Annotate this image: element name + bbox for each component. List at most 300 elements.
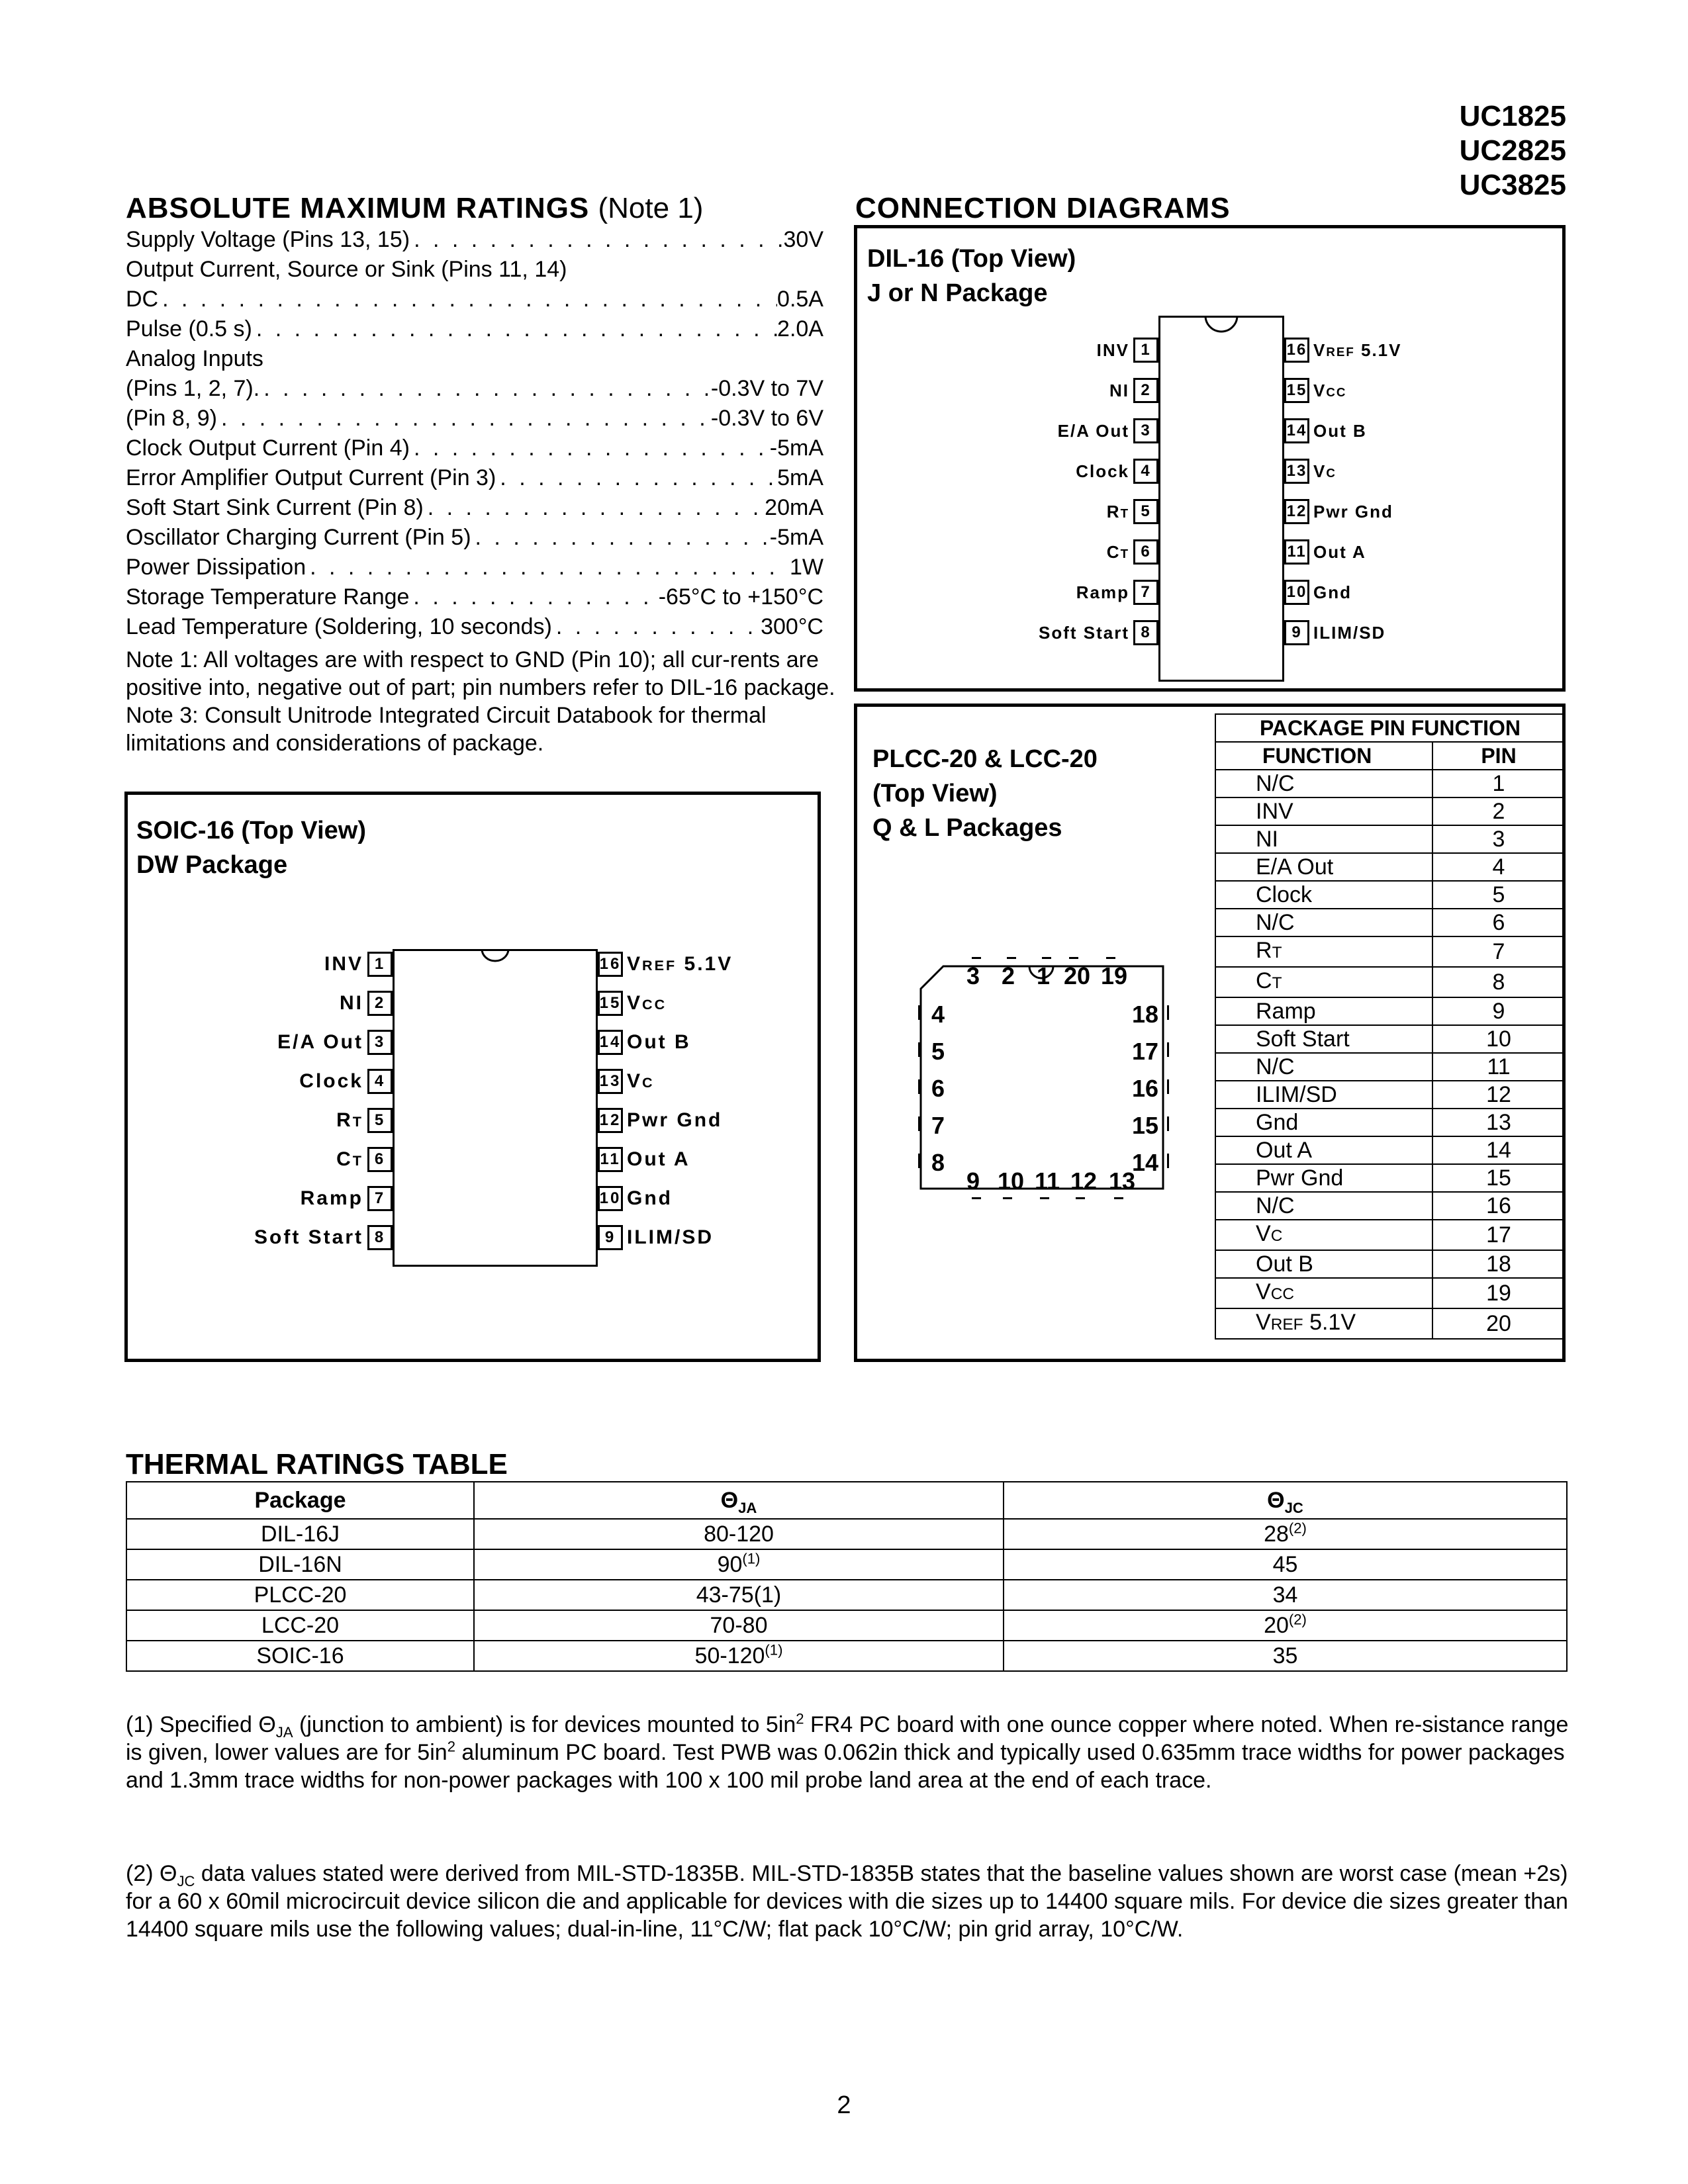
lead-tick — [1007, 957, 1016, 959]
page-number: 2 — [837, 2091, 851, 2119]
soic16-pin-7 — [301, 1186, 393, 1211]
dil16-pin-6 — [1107, 539, 1158, 565]
function-cell: NI — [1215, 825, 1432, 853]
plcc-pin-5: 5 — [931, 1038, 945, 1065]
ratings-title-note: (Note 1) — [598, 192, 704, 224]
soic16-pin-8 — [254, 1225, 393, 1250]
lead-tick — [918, 1042, 920, 1057]
plcc-pin-12: 12 — [1070, 1167, 1098, 1195]
ratings-title: ABSOLUTE MAXIMUM RATINGS — [126, 192, 590, 224]
pin-function-row — [1215, 770, 1565, 797]
rating-label: Output Current, Source or Sink (Pins 11, 14) — [126, 257, 567, 282]
pin-number: 8 — [1133, 620, 1158, 645]
pin-label: RT — [1106, 501, 1129, 522]
pin-function-title: PACKAGE PIN FUNCTION — [1215, 714, 1565, 742]
soic16-package: DW Package — [136, 851, 288, 879]
pin-label: CT — [336, 1148, 363, 1170]
pin-number: 12 — [598, 1108, 623, 1133]
dil16-diagram-box — [854, 225, 1566, 692]
pin-label: Out B — [627, 1031, 691, 1053]
dil16-pin-10 — [1284, 580, 1352, 605]
dil16-title: DIL-16 (Top View) — [867, 245, 1076, 273]
col-pin-header: PIN — [1432, 742, 1565, 770]
pin-number: 2 — [1133, 378, 1158, 403]
pin-number: 3 — [1133, 418, 1158, 443]
lead-tick — [1076, 1197, 1085, 1199]
function-cell: VCC — [1215, 1278, 1432, 1308]
plcc-pin-19: 19 — [1101, 962, 1128, 989]
pin-number: 15 — [1284, 378, 1309, 403]
dil16-pin-4 — [1076, 459, 1158, 484]
rating-row — [126, 225, 823, 255]
rating-value: -0.3V to 6V — [710, 406, 823, 431]
pin-number: 7 — [1133, 580, 1158, 605]
dil16-pin-11 — [1284, 539, 1366, 565]
theta-jc-cell — [1004, 1610, 1567, 1641]
soic16-pin-5 — [336, 1108, 393, 1133]
pin-cell: 10 — [1432, 1025, 1565, 1053]
rating-value: 30V — [783, 227, 823, 252]
pin-number: 4 — [367, 1069, 393, 1094]
pin-number: 9 — [598, 1225, 623, 1250]
leader-dots — [306, 553, 790, 582]
rating-row — [126, 314, 823, 344]
thermal-footnote-1: (1) Specified $\Theta_{JA}$ (junction to ambient) is for devices mounted to $5in^2$ FR4 PC board with one ounce copper where noted. When re-sistance range is given, lower values are for $5in^2$ aluminum PC board. Test PWB was 0.062in thick and typically used 0.635mm trace widths for power packages and 1.3mm trace widths for non-power packages with 100 x 100 mil probe land area at the end of each trace. — [126, 1710, 1569, 1793]
pin-number: 9 — [1284, 620, 1309, 645]
lead-tick — [918, 1116, 920, 1131]
leader-dots — [410, 433, 770, 463]
plcc-pin-20: 20 — [1064, 962, 1091, 989]
soic16-pin-15 — [598, 991, 667, 1016]
pin-label: VCC — [1313, 380, 1347, 400]
rating-row — [126, 344, 823, 374]
note-1: Note 1: All voltages are with respect to GND (Pin 10); all cur-rents are positive into, negative out of part; pin numbers refer to DIL-16 package. — [126, 647, 835, 700]
pin-label: Out A — [627, 1148, 690, 1170]
function-cell: N/C — [1215, 770, 1432, 797]
rating-value: 0.5A — [777, 287, 823, 312]
pin-number: 1 — [367, 952, 393, 977]
pin-number: 14 — [598, 1030, 623, 1055]
thermal-col-package: Package — [126, 1482, 474, 1519]
plcc20-diagram-box — [854, 704, 1566, 1362]
rating-row — [126, 374, 823, 404]
pin-function-row — [1215, 1278, 1565, 1308]
function-cell: Out B — [1215, 1250, 1432, 1278]
rating-row — [126, 612, 823, 642]
pin-function-row — [1215, 1250, 1565, 1278]
part-number: UC2825 — [1459, 134, 1566, 167]
function-cell: VC — [1215, 1220, 1432, 1250]
pin-label: CT — [1106, 541, 1129, 562]
pin-number: 5 — [1133, 499, 1158, 524]
dil16-pin-5 — [1107, 499, 1158, 524]
rating-value: -5mA — [769, 525, 823, 550]
pin-cell: 3 — [1432, 825, 1565, 853]
pin-label: NI — [1109, 380, 1129, 400]
thermal-col-theta-jc: $\Theta_{JC}$ — [1004, 1482, 1567, 1519]
theta-jc-value: 28 — [1264, 1522, 1289, 1547]
dil16-pin-1 — [1097, 338, 1158, 363]
rating-row — [126, 582, 823, 612]
pin-function-row — [1215, 797, 1565, 825]
pin-label: ILIM/SD — [1313, 622, 1386, 643]
pin-function-row — [1215, 1164, 1565, 1192]
lead-tick — [918, 1154, 920, 1168]
soic16-pin-11 — [598, 1147, 690, 1172]
function-cell: E/A Out — [1215, 853, 1432, 881]
pin-function-row — [1215, 1136, 1565, 1164]
pin-label: Soft Start — [254, 1226, 363, 1248]
function-cell: RT — [1215, 936, 1432, 967]
pin-function-row — [1215, 1053, 1565, 1081]
dil16-pin-12 — [1284, 499, 1393, 524]
pin-label: Gnd — [1313, 582, 1352, 602]
pin-cell: 13 — [1432, 1109, 1565, 1136]
theta-ja-value: 43-75(1) — [696, 1582, 782, 1608]
theta-ja-cell — [474, 1549, 1004, 1580]
rating-label: DC — [126, 287, 159, 312]
pin-number: 10 — [1284, 580, 1309, 605]
pin-label: Ramp — [300, 1187, 363, 1209]
rating-value: -5mA — [769, 435, 823, 461]
rating-value: 300°C — [761, 614, 823, 639]
theta-ja-value: 50-120 — [694, 1643, 765, 1668]
thermal-col-theta-ja: $\Theta_{JA}$ — [474, 1482, 1004, 1519]
soic16-pin-6 — [336, 1147, 393, 1172]
rating-value: 20mA — [765, 495, 823, 520]
pin-label: Ramp — [1076, 582, 1129, 602]
theta-jc-value: 20 — [1264, 1613, 1289, 1638]
chip-notch — [475, 949, 515, 970]
pin-cell: 1 — [1432, 770, 1565, 797]
lead-tick — [972, 1197, 981, 1199]
thermal-row — [126, 1610, 1567, 1641]
dil16-pin-8 — [1039, 620, 1158, 645]
function-cell: Out A — [1215, 1136, 1432, 1164]
pin-function-table — [1215, 713, 1566, 1340]
soic16-pin-13 — [598, 1069, 655, 1094]
soic16-pin-4 — [299, 1069, 393, 1094]
leader-dots — [158, 285, 777, 314]
rating-row — [126, 523, 823, 553]
rating-row — [126, 463, 823, 493]
soic16-pin-3 — [277, 1030, 393, 1055]
pin-label: E/A Out — [277, 1031, 363, 1053]
lead-tick — [1040, 1197, 1049, 1199]
pin-number: 8 — [367, 1225, 393, 1250]
thermal-row — [126, 1519, 1567, 1549]
rating-label: Supply Voltage (Pins 13, 15) — [126, 227, 410, 252]
lead-tick — [1167, 1154, 1169, 1168]
dil16-chip-body — [1158, 316, 1284, 682]
dil16-package: J or N Package — [867, 279, 1048, 307]
rating-row — [126, 553, 823, 582]
ratings-list — [126, 225, 823, 642]
thermal-row — [126, 1549, 1567, 1580]
package-cell: PLCC-20 — [126, 1580, 474, 1610]
theta-jc-cell — [1004, 1519, 1567, 1549]
rating-row — [126, 285, 823, 314]
pin-label: VC — [1313, 461, 1336, 481]
plcc-pin-10: 10 — [998, 1167, 1025, 1195]
pin-number: 5 — [367, 1108, 393, 1133]
thermal-row — [126, 1641, 1567, 1671]
pin-number: 12 — [1284, 499, 1309, 524]
pin-label: Out B — [1313, 420, 1367, 441]
soic16-pin-2 — [340, 991, 393, 1016]
plcc-pin-18: 18 — [1132, 1001, 1159, 1028]
pin-function-row — [1215, 1192, 1565, 1220]
pin-function-row — [1215, 967, 1565, 997]
function-cell: CT — [1215, 967, 1432, 997]
pin-number: 4 — [1133, 459, 1158, 484]
theta-jc-value: 45 — [1272, 1552, 1298, 1577]
pin-function-row — [1215, 1308, 1565, 1339]
theta-jc-value: 35 — [1272, 1643, 1298, 1668]
function-cell: Clock — [1215, 881, 1432, 909]
theta-jc-cell — [1004, 1641, 1567, 1671]
theta-ja-cell — [474, 1580, 1004, 1610]
rating-label: Oscillator Charging Current (Pin 5) — [126, 525, 471, 550]
theta-jc-cell — [1004, 1580, 1567, 1610]
rating-label: Power Dissipation — [126, 555, 306, 580]
part-number: UC1825 — [1459, 100, 1566, 132]
dil16-pin-15 — [1284, 378, 1346, 403]
plcc-pin-11: 11 — [1035, 1167, 1060, 1195]
plcc-pin-2: 2 — [1002, 962, 1015, 989]
function-cell: Pwr Gnd — [1215, 1164, 1432, 1192]
pin-number: 3 — [367, 1030, 393, 1055]
rating-value: -65°C to +150°C — [658, 584, 823, 610]
pin-label: ILIM/SD — [627, 1226, 714, 1248]
plcc-pin-9: 9 — [966, 1167, 980, 1195]
lead-tick — [1167, 1116, 1169, 1131]
plcc20-title: PLCC-20 & LCC-20 — [872, 745, 1098, 773]
pin-cell: 4 — [1432, 853, 1565, 881]
pin-function-row — [1215, 825, 1565, 853]
leader-dots — [552, 612, 761, 642]
pin-cell: 20 — [1432, 1308, 1565, 1339]
pin-function-row — [1215, 1220, 1565, 1250]
leader-dots — [424, 493, 765, 523]
leader-dots — [410, 225, 783, 255]
plcc20-packages: Q & L Packages — [872, 814, 1062, 842]
plcc-pin-15: 15 — [1132, 1112, 1159, 1139]
plcc-pin-17: 17 — [1132, 1038, 1159, 1065]
connection-heading: CONNECTION DIAGRAMS — [855, 192, 1231, 224]
function-cell: Ramp — [1215, 997, 1432, 1025]
package-cell: LCC-20 — [126, 1610, 474, 1641]
theta-ja-note: (1) — [765, 1641, 783, 1659]
lead-tick — [1003, 1197, 1012, 1199]
lead-tick — [918, 1079, 920, 1094]
pin-cell: 2 — [1432, 797, 1565, 825]
pin-number: 15 — [598, 991, 623, 1016]
pin-label: Soft Start — [1039, 622, 1129, 643]
lead-tick — [1069, 957, 1078, 959]
rating-row — [126, 433, 823, 463]
thermal-heading: THERMAL RATINGS TABLE — [126, 1448, 508, 1480]
lead-tick — [1114, 1197, 1123, 1199]
rating-value: 1W — [790, 555, 823, 580]
part-number-list — [1460, 99, 1566, 203]
pin-number: 2 — [367, 991, 393, 1016]
pin-cell: 9 — [1432, 997, 1565, 1025]
rating-value: 2.0A — [777, 316, 823, 341]
plcc-pin-7: 7 — [931, 1112, 945, 1139]
pin-label: VREF 5.1V — [627, 953, 733, 975]
plcc-pin-13: 13 — [1109, 1167, 1136, 1195]
leader-dots — [259, 374, 711, 404]
pin-label: INV — [1096, 340, 1129, 360]
pin-cell: 6 — [1432, 909, 1565, 936]
pin-label: Clock — [1076, 461, 1129, 481]
thermal-table — [126, 1481, 1568, 1672]
pin-number: 11 — [598, 1147, 623, 1172]
leader-dots — [409, 582, 658, 612]
plcc-pin-14: 14 — [1132, 1149, 1159, 1176]
theta-jc-note: (2) — [1288, 1611, 1307, 1628]
function-cell: Soft Start — [1215, 1025, 1432, 1053]
rating-label: Analog Inputs — [126, 346, 263, 371]
theta-ja-cell — [474, 1610, 1004, 1641]
pin-number: 11 — [1284, 539, 1309, 565]
theta-ja-value: 70-80 — [710, 1613, 768, 1638]
function-cell: N/C — [1215, 1053, 1432, 1081]
pin-number: 14 — [1284, 418, 1309, 443]
lead-tick — [972, 957, 981, 959]
theta-jc-cell — [1004, 1549, 1567, 1580]
dil16-pin-3 — [1058, 418, 1158, 443]
rating-value: -0.3V to 7V — [710, 376, 823, 401]
plcc-pin-16: 16 — [1132, 1075, 1159, 1102]
soic16-pin-14 — [598, 1030, 691, 1055]
pin-cell: 15 — [1432, 1164, 1565, 1192]
dil16-pin-14 — [1284, 418, 1367, 443]
rating-row — [126, 493, 823, 523]
leader-dots — [252, 314, 777, 344]
pin-function-row — [1215, 1025, 1565, 1053]
theta-ja-value: 80-120 — [704, 1522, 774, 1547]
package-cell: SOIC-16 — [126, 1641, 474, 1671]
pin-label: Pwr Gnd — [627, 1109, 723, 1131]
chip-notch — [1201, 316, 1241, 337]
dil16-pin-16 — [1284, 338, 1401, 363]
rating-label: Pulse (0.5 s) — [126, 316, 252, 341]
pin-cell: 17 — [1432, 1220, 1565, 1250]
soic16-chip-body — [393, 949, 598, 1267]
pin-label: NI — [340, 992, 363, 1014]
dil16-pin-9 — [1284, 620, 1385, 645]
package-cell: DIL-16J — [126, 1519, 474, 1549]
pin-function-row — [1215, 881, 1565, 909]
plcc-pin-8: 8 — [931, 1149, 945, 1176]
ratings-heading — [126, 192, 703, 225]
pin-number: 1 — [1133, 338, 1158, 363]
theta-ja-cell — [474, 1641, 1004, 1671]
theta-ja-value: 90 — [717, 1552, 743, 1577]
part-number: UC3825 — [1459, 169, 1566, 201]
pin-cell: 12 — [1432, 1081, 1565, 1109]
pin-label: VCC — [627, 992, 667, 1014]
package-cell: DIL-16N — [126, 1549, 474, 1580]
theta-jc-value: 34 — [1272, 1582, 1298, 1608]
dil16-pin-2 — [1109, 378, 1158, 403]
pin-label: Clock — [299, 1070, 363, 1092]
pin-number: 13 — [598, 1069, 623, 1094]
theta-ja-cell — [474, 1519, 1004, 1549]
rating-label: (Pin 8, 9) — [126, 406, 217, 431]
lead-tick — [1106, 957, 1115, 959]
pin-number: 13 — [1284, 459, 1309, 484]
rating-row — [126, 404, 823, 433]
soic16-pin-10 — [598, 1186, 673, 1211]
dil16-pin-7 — [1076, 580, 1158, 605]
pin-cell: 14 — [1432, 1136, 1565, 1164]
pin-function-row — [1215, 997, 1565, 1025]
soic16-diagram-box — [124, 792, 821, 1362]
pin-number: 16 — [1284, 338, 1309, 363]
col-function-header: FUNCTION — [1215, 742, 1432, 770]
rating-row — [126, 255, 823, 285]
theta-ja-note: (1) — [742, 1550, 761, 1567]
lead-tick — [1167, 1079, 1169, 1094]
lead-tick — [1042, 957, 1051, 959]
plcc-pin-3: 3 — [966, 962, 980, 989]
rating-label: Soft Start Sink Current (Pin 8) — [126, 495, 424, 520]
pin-function-row — [1215, 1081, 1565, 1109]
pin-label: VC — [627, 1070, 655, 1092]
pin-label: Out A — [1313, 541, 1366, 562]
leader-dots — [496, 463, 777, 493]
dil16-pin-13 — [1284, 459, 1336, 484]
plcc-pin-1: 1 — [1037, 962, 1051, 989]
thermal-row — [126, 1580, 1567, 1610]
soic16-pin-1 — [324, 952, 393, 977]
pin-cell: 5 — [1432, 881, 1565, 909]
lead-tick — [1167, 1005, 1169, 1020]
function-cell: ILIM/SD — [1215, 1081, 1432, 1109]
pin-label: VREF 5.1V — [1313, 340, 1402, 360]
soic16-pin-9 — [598, 1225, 714, 1250]
pin-number: 16 — [598, 952, 623, 977]
plcc-pin-6: 6 — [931, 1075, 945, 1102]
pin-cell: 18 — [1432, 1250, 1565, 1278]
pin-number: 6 — [1133, 539, 1158, 565]
plcc-pin-4: 4 — [931, 1001, 945, 1028]
function-cell: INV — [1215, 797, 1432, 825]
plcc20-view: (Top View) — [872, 780, 998, 807]
rating-label: Storage Temperature Range — [126, 584, 410, 610]
function-cell: N/C — [1215, 1192, 1432, 1220]
pin-label: E/A Out — [1057, 420, 1129, 441]
leader-dots — [217, 404, 711, 433]
note-3: Note 3: Consult Unitrode Integrated Circuit Databook for thermal limitations and considerations of package. — [126, 703, 767, 756]
pin-label: INV — [324, 953, 363, 975]
rating-label: Lead Temperature (Soldering, 10 seconds) — [126, 614, 552, 639]
rating-label: Error Amplifier Output Current (Pin 3) — [126, 465, 496, 490]
soic16-title: SOIC-16 (Top View) — [136, 817, 366, 844]
function-cell: N/C — [1215, 909, 1432, 936]
pin-number: 6 — [367, 1147, 393, 1172]
lead-tick — [918, 1005, 920, 1020]
pin-cell: 16 — [1432, 1192, 1565, 1220]
theta-jc-note: (2) — [1288, 1520, 1307, 1537]
pin-label: Gnd — [627, 1187, 673, 1209]
function-cell: VREF 5.1V — [1215, 1308, 1432, 1339]
thermal-footnote-2: (2) $\Theta_{JC}$ data values stated were derived from MIL-STD-1835B. MIL-STD-1835B states that the baseline values shown are worst case (mean +2s) for a 60 x 60mil microcircuit device silicon die and applicable for devices with die sizes up to 14400 square mils. For device die sizes greater than 14400 square mils use the following values; dual-in-line, 11°C/W; flat pack 10°C/W; pin grid array, 10°C/W. — [126, 1861, 1568, 1942]
pin-number: 7 — [367, 1186, 393, 1211]
